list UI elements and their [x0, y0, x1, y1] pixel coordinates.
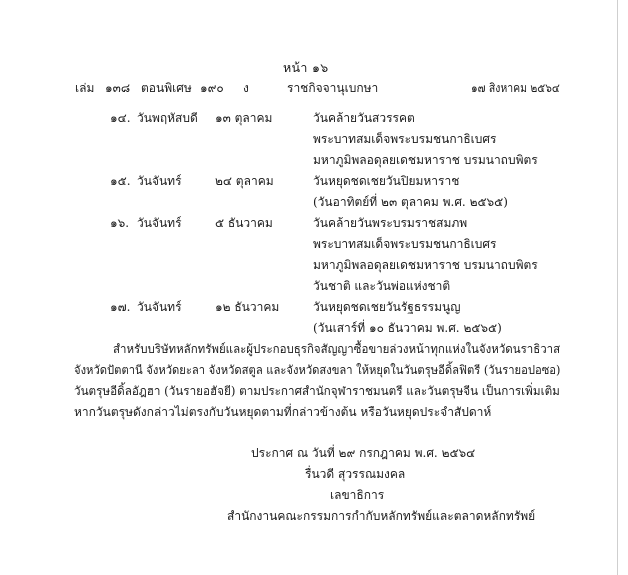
paragraph-line: จังหวัดปัตตานี จังหวัดยะลา จังหวัดสตูล และจังหวัดสงขลา ให้หยุดในวันตรุษอีดิ้ลฟิตรี (วันรายอปอซอ) — [74, 363, 561, 377]
holiday-number: ๑๖. — [110, 216, 130, 230]
holiday-day: วันจันทร์ — [137, 300, 182, 314]
holiday-description-line: พระบาทสมเด็จพระบรมชนกาธิเบศร — [313, 132, 497, 146]
paragraph-line: สำหรับบริษัทหลักทรัพย์และผู้ประกอบธุรกิจสัญญาซื้อขายล่วงหน้าทุกแห่งในจังหวัดนราธิวาส — [113, 342, 561, 356]
signatory-name: รื่นวดี สุวรรณมงคล — [305, 467, 406, 481]
holiday-day: วันจันทร์ — [137, 174, 182, 188]
holiday-description-line: วันคล้ายวันพระบรมราชสมภพ — [313, 216, 468, 230]
holiday-description-line: (วันเสาร์ที่ ๑๐ ธันวาคม พ.ศ. ๒๕๖๕) — [313, 321, 502, 335]
holiday-description-line: วันหยุดชดเชยวันรัฐธรรมนูญ — [313, 300, 461, 314]
holiday-date: ๒๔ ตุลาคม — [215, 174, 274, 188]
holiday-date: ๕ ธันวาคม — [215, 216, 273, 230]
announcement-date: ประกาศ ณ วันที่ ๒๙ กรกฎาคม พ.ศ. ๒๕๖๔ — [251, 446, 476, 460]
issuing-office: สำนักงานคณะกรรมการกำกับหลักทรัพย์และตลาดหลักทรัพย์ — [227, 509, 536, 523]
holiday-number: ๑๕. — [110, 174, 131, 188]
holiday-description-line: มหาภูมิพลอดุลยเดชมหาราช บรมนาถบพิตร — [313, 153, 538, 167]
holiday-number: ๑๗. — [110, 300, 131, 314]
holiday-description-line: มหาภูมิพลอดุลยเดชมหาราช บรมนาถบพิตร — [313, 258, 538, 272]
page-number: หน้า ๑๖ — [283, 60, 329, 75]
holiday-description-line: พระบาทสมเด็จพระบรมชนกาธิเบศร — [313, 237, 497, 251]
holiday-description-line: วันคล้ายวันสวรรคต — [313, 111, 415, 125]
paragraph-line: หากวันตรุษดังกล่าวไม่ตรงกับวันหยุดตามที่กล่าวข้างต้น หรือวันหยุดประจำสัปดาห์ — [74, 405, 492, 419]
page-edge-line — [617, 0, 618, 575]
holiday-number: ๑๔. — [110, 111, 131, 125]
header-section-number: ๑๙๐ — [200, 81, 224, 95]
header-section-label: ตอนพิเศษ — [141, 81, 192, 95]
holiday-date: ๑๓ ตุลาคม — [215, 111, 273, 125]
holiday-description-line: วันชาติ และวันพ่อแห่งชาติ — [313, 279, 451, 293]
header-book-label: เล่ม — [75, 81, 95, 95]
holiday-description-line: วันหยุดชดเชยวันปิยมหาราช — [313, 174, 460, 188]
signatory-position: เลขาธิการ — [330, 488, 385, 502]
header-book-number: ๑๓๘ — [105, 81, 131, 95]
holiday-day: วันจันทร์ — [137, 216, 182, 230]
header-part: ง — [243, 81, 249, 95]
header-date: ๑๗ สิงหาคม ๒๕๖๔ — [471, 81, 560, 95]
holiday-description-line: (วันอาทิตย์ที่ ๒๓ ตุลาคม พ.ศ. ๒๕๖๕) — [313, 195, 508, 209]
holiday-day: วันพฤหัสบดี — [137, 111, 198, 125]
paragraph-line: วันตรุษอีดิ้ลอัฎฮา (วันรายอฮัจยี) ตามประกาศสำนักจุฬาราชมนตรี และวันตรุษจีน เป็นการเพิ่มเติม — [74, 384, 560, 398]
header-gazette-name: ราชกิจจานุเบกษา — [287, 81, 379, 95]
holiday-date: ๑๒ ธันวาคม — [215, 300, 280, 314]
